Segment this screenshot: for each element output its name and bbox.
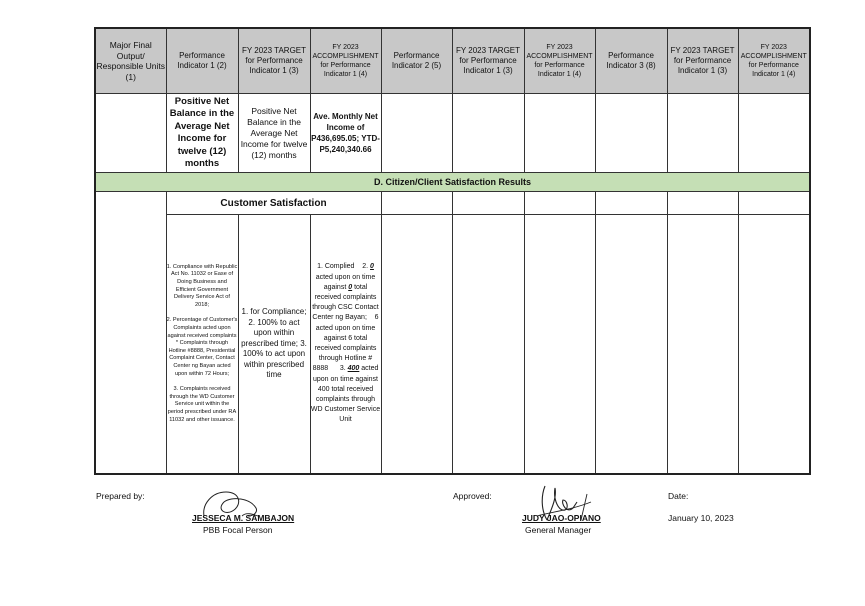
- acc-text: acted upon on time against: [315, 273, 376, 291]
- header-cell: FY 2023 TARGET for Performance Indicator 1 (3): [238, 28, 310, 94]
- table-row: [95, 215, 810, 475]
- empty-cell: [452, 192, 524, 215]
- indicator-item: 1. Compliance with Republic Act No. 11032 or Ease of Doing Business and Efficient Government Delivery Service Act of 2018;: [166, 263, 238, 308]
- header-row: [95, 28, 810, 94]
- empty-cell: [595, 94, 667, 173]
- target-cell: 1. for Compliance; 2. 100% to act upon within prescribed time; 3. 100% to act upon within prescribed time: [238, 215, 310, 475]
- section-row: [95, 173, 810, 192]
- acc-text: 3.: [339, 365, 346, 373]
- acc-text: 1. Complied: [317, 263, 355, 271]
- approved-name: JUDY JAO-OPIANO: [522, 513, 601, 523]
- section-title: D. Citizen/Client Satisfaction Results: [95, 173, 810, 192]
- acc-text: 2.: [362, 263, 369, 271]
- acc-text: total received complaints through CSC Contact Center ng Bayan;: [312, 283, 379, 322]
- header-cell: FY 2023 TARGET for Performance Indicator 1 (3): [452, 28, 524, 94]
- accomplishment-cell: Ave. Monthly Net Income of P436,695.05; YTD-P5,240,340.66: [310, 94, 381, 173]
- empty-cell: [595, 215, 667, 475]
- header-cell: Performance Indicator 3 (8): [595, 28, 667, 94]
- header-cell: Major Final Output/ Responsible Units (1): [95, 28, 166, 94]
- empty-cell: [524, 94, 595, 173]
- approved-label: Approved:: [453, 491, 492, 501]
- acc-text: acted upon on time against 6 total received complaints through Hotline # 8888: [312, 324, 377, 373]
- header-cell: FY 2023 ACCOMPLISHMENT for Performance Indicator 1 (4): [738, 28, 810, 94]
- performance-table: [94, 27, 811, 475]
- prepared-by-label: Prepared by:: [96, 491, 145, 501]
- empty-cell: [524, 192, 595, 215]
- empty-cell: [667, 215, 738, 475]
- acc-number: 6: [374, 314, 379, 322]
- date-value: January 10, 2023: [668, 513, 734, 523]
- empty-cell: [381, 192, 452, 215]
- header-cell: Performance Indicator 2 (5): [381, 28, 452, 94]
- empty-cell: [95, 94, 166, 173]
- acc-number: 0: [348, 283, 353, 291]
- empty-cell: [95, 192, 166, 475]
- empty-cell: [381, 94, 452, 173]
- indicator-item: 2. Percentage of Customer's Complaints acted upon against received complaints * Complaints through Hotline #8888, Presidential Complaint Center, Contact Center ng Bayan acted upon within 72 Hours;: [166, 317, 238, 377]
- header-cell: FY 2023 ACCOMPLISHMENT for Performance Indicator 1 (4): [524, 28, 595, 94]
- empty-cell: [667, 94, 738, 173]
- empty-cell: [595, 192, 667, 215]
- prepared-role: PBB Focal Person: [203, 525, 273, 535]
- header-cell: FY 2023 ACCOMPLISHMENT for Performance Indicator 1 (4): [310, 28, 381, 94]
- prepared-name: JESSECA M. SAMBAJON: [192, 513, 295, 523]
- date-label: Date:: [668, 491, 689, 501]
- empty-cell: [524, 215, 595, 475]
- empty-cell: [381, 215, 452, 475]
- acc-number: 400: [347, 365, 360, 373]
- acc-text: acted upon on time against 400 total received complaints through WD Customer Service Unit: [310, 365, 381, 424]
- acc-number: 0: [370, 263, 374, 271]
- empty-cell: [738, 192, 810, 215]
- empty-cell: [667, 192, 738, 215]
- indicator-item: 3. Complaints received through the WD Customer Service unit within the period prescribed under RA 11032 and other issuance.: [167, 386, 237, 423]
- accomplishment-cell: [310, 215, 381, 475]
- subsection-title: Customer Satisfaction: [166, 192, 381, 215]
- indicator-cell: [166, 215, 238, 475]
- empty-cell: [452, 215, 524, 475]
- approved-role: General Manager: [525, 525, 592, 535]
- header-cell: FY 2023 TARGET for Performance Indicator 1 (3): [667, 28, 738, 94]
- target-cell: Positive Net Balance in the Average Net Income for twelve (12) months: [238, 94, 310, 173]
- table-row: [95, 94, 810, 173]
- indicator-cell: Positive Net Balance in the Average Net Income for twelve (12) months: [166, 94, 238, 173]
- empty-cell: [738, 215, 810, 475]
- empty-cell: [452, 94, 524, 173]
- table-row: [95, 192, 810, 215]
- empty-cell: [738, 94, 810, 173]
- header-cell: Performance Indicator 1 (2): [166, 28, 238, 94]
